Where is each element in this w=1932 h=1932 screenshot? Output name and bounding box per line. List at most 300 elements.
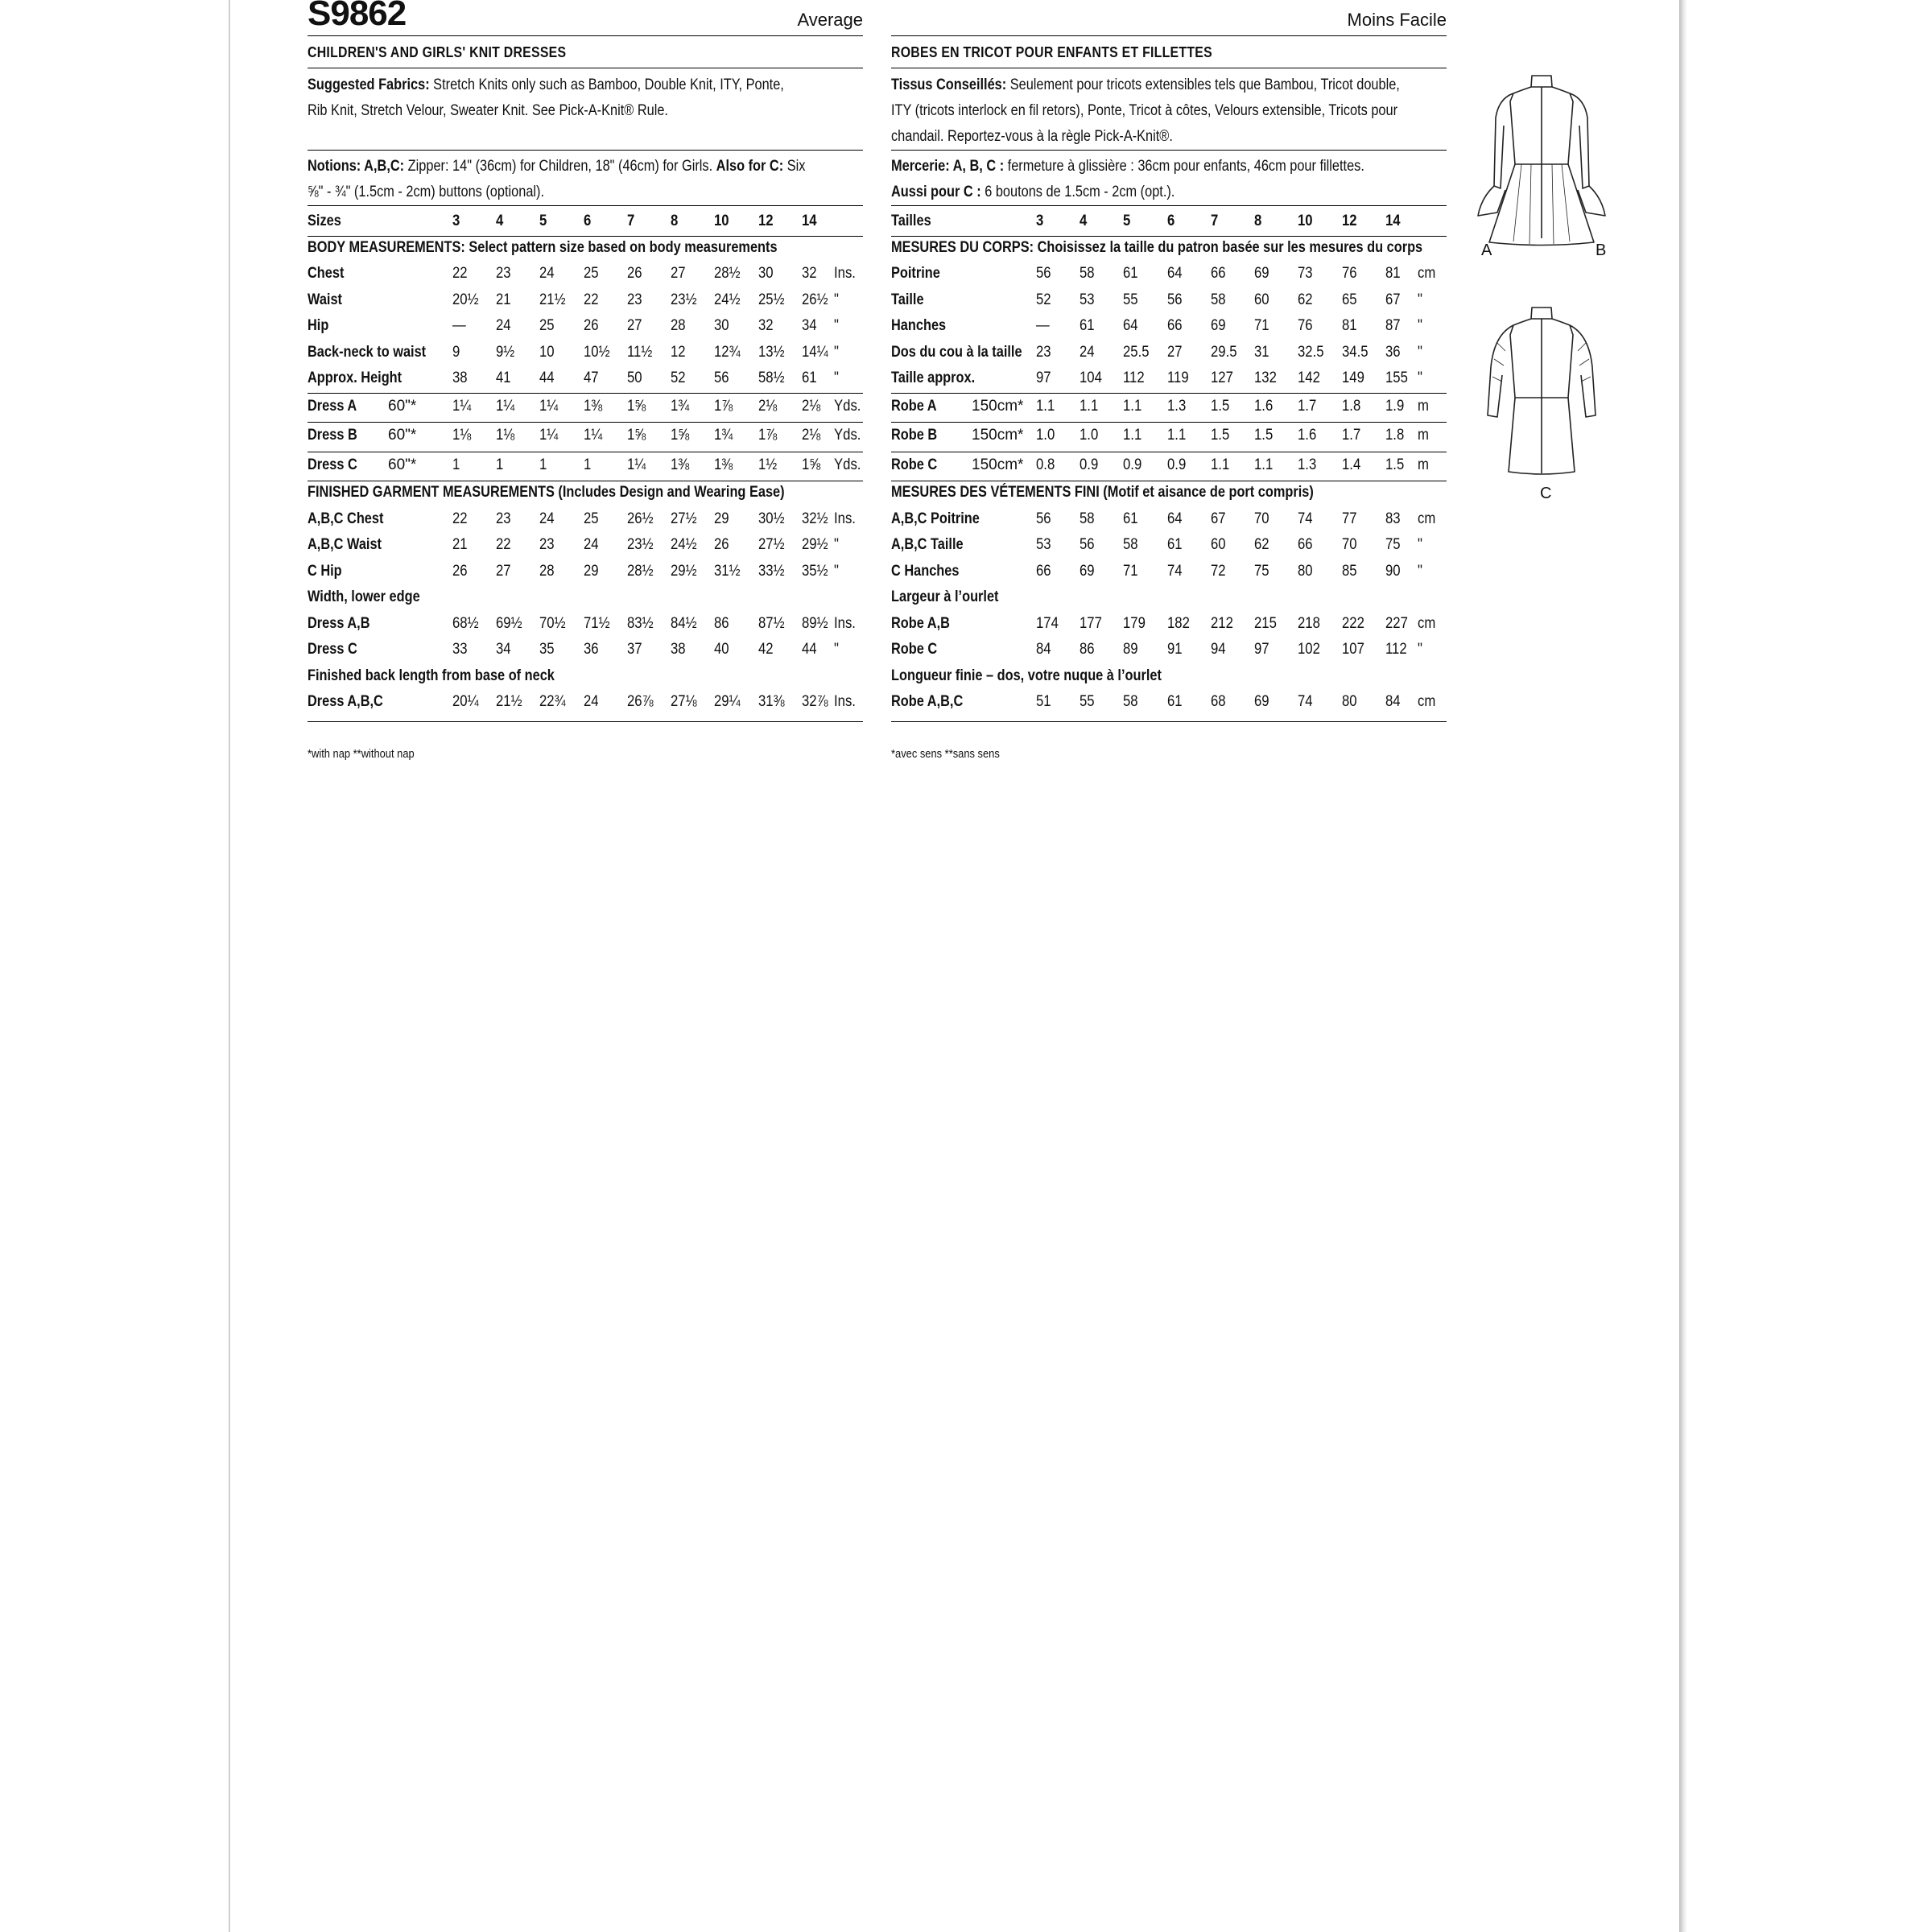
cell-value: 84 <box>1385 693 1401 710</box>
cell-value: 24½ <box>671 536 697 553</box>
cell-value: 0.8 <box>1036 456 1055 473</box>
cell-value: 61 <box>1167 536 1183 553</box>
unit-label: m <box>1418 427 1429 444</box>
cell-value: 26⅞ <box>627 693 654 710</box>
cell-value: 26 <box>627 265 642 282</box>
cell-value: 1½ <box>758 456 778 473</box>
table-heading: Largeur à l’ourlet <box>891 588 999 605</box>
size-header: 6 <box>584 213 592 229</box>
cell-value: 56 <box>1080 536 1095 553</box>
cell-value: 0.9 <box>1080 456 1099 473</box>
cell-value: 12 <box>671 343 686 361</box>
cell-value: 71 <box>1254 317 1269 334</box>
finished-measurement-row <box>891 533 1447 557</box>
unit-label: Ins. <box>834 693 856 710</box>
cell-value: 76 <box>1298 317 1313 334</box>
cell-value: 2⅛ <box>802 397 821 415</box>
cell-value: 25 <box>584 265 599 282</box>
unit-label: cm <box>1418 693 1436 710</box>
cell-value: 1¼ <box>584 427 603 444</box>
cell-value: 1⅜ <box>671 456 690 473</box>
unit-label: m <box>1418 397 1429 415</box>
cell-value: 132 <box>1254 369 1277 386</box>
cell-value: 29½ <box>802 536 828 553</box>
row-label: Dress C <box>308 456 357 473</box>
cell-value: 35 <box>539 641 555 658</box>
row-label: Robe C <box>891 641 938 658</box>
row-label: Taille approx. <box>891 369 976 386</box>
divider <box>891 35 1447 36</box>
size-header: 10 <box>714 213 729 229</box>
row-label: Waist <box>308 291 342 308</box>
cell-value: 97 <box>1254 641 1269 658</box>
unit-label: " <box>834 641 839 658</box>
cell-value: 44 <box>539 369 555 386</box>
cell-value: 24 <box>584 536 599 553</box>
cell-value: 32 <box>802 265 817 282</box>
cell-value: 75 <box>1254 562 1269 580</box>
cell-value: 21½ <box>496 693 522 710</box>
cell-value: 60 <box>1254 291 1269 308</box>
cell-value: 31½ <box>714 562 741 580</box>
notions-text: Zipper: 14" (36cm) for Children, 18" (46cm) for Girls. <box>407 158 713 175</box>
cell-value: 62 <box>1254 536 1269 553</box>
divider <box>308 205 863 206</box>
length-row <box>308 690 863 714</box>
cell-value: 26½ <box>627 510 654 527</box>
fabrics-text: chandail. Reportez-vous à la règle Pick-A-Knit®. <box>891 128 1173 145</box>
cell-value: 26½ <box>802 291 828 308</box>
sizes-row <box>308 209 863 233</box>
cell-value: 60 <box>1211 536 1226 553</box>
row-label: Dress C <box>308 641 357 658</box>
cell-value: 47 <box>584 369 599 386</box>
cell-value: 58 <box>1123 536 1138 553</box>
size-header: 10 <box>1298 213 1313 229</box>
cell-value: 86 <box>714 614 729 632</box>
cell-value: 1⅜ <box>714 456 733 473</box>
cell-value: 10 <box>539 343 555 361</box>
cell-value: 22¾ <box>539 693 566 710</box>
cell-value: 127 <box>1211 369 1233 386</box>
cell-value: 58 <box>1080 265 1095 282</box>
cell-value: 80 <box>1342 693 1357 710</box>
finished-measurement-row <box>891 559 1447 584</box>
cell-value: 69 <box>1211 317 1226 334</box>
cell-value: 182 <box>1167 614 1190 632</box>
cell-value: 50 <box>627 369 642 386</box>
cell-value: 25.5 <box>1123 343 1150 361</box>
cell-value: 33½ <box>758 562 785 580</box>
cell-value: 69 <box>1254 693 1269 710</box>
cell-value: 81 <box>1385 265 1401 282</box>
cell-value: 23 <box>539 536 555 553</box>
unit-label: Ins. <box>834 510 856 527</box>
cell-value: 29½ <box>671 562 697 580</box>
size-header: 8 <box>671 213 679 229</box>
row-label: A,B,C Waist <box>308 536 382 553</box>
cell-value: 31 <box>1254 343 1269 361</box>
cell-value: 76 <box>1342 265 1357 282</box>
cell-value: 2⅛ <box>758 397 778 415</box>
row-label: Back-neck to waist <box>308 343 427 361</box>
cell-value: 149 <box>1342 369 1364 386</box>
cell-value: 24 <box>539 510 555 527</box>
cell-value: 1⅞ <box>758 427 778 444</box>
cell-value: 35½ <box>802 562 828 580</box>
body-measurement-row <box>891 366 1447 390</box>
cell-value: 87½ <box>758 614 785 632</box>
cell-value: 28½ <box>714 265 741 282</box>
cell-value: 27⅛ <box>671 693 697 710</box>
sizes-label: Sizes <box>308 213 341 229</box>
unit-label: " <box>1418 369 1422 386</box>
cell-value: — <box>1036 317 1050 334</box>
cell-value: 37 <box>627 641 642 658</box>
cell-value: 0.9 <box>1123 456 1142 473</box>
fabric-width: 150cm* <box>972 427 1024 444</box>
size-header: 12 <box>1342 213 1357 229</box>
row-label: Robe A,B <box>891 614 950 632</box>
cell-value: 1¾ <box>714 427 733 444</box>
cell-value: 1¾ <box>671 397 690 415</box>
notions-label: Mercerie: A, B, C : <box>891 158 1005 175</box>
cell-value: 38 <box>452 369 468 386</box>
size-header: 4 <box>1080 213 1088 229</box>
cell-value: 40 <box>714 641 729 658</box>
cell-value: 26 <box>714 536 729 553</box>
width-row <box>308 638 863 662</box>
cell-value: 1.4 <box>1342 456 1361 473</box>
cell-value: 1.7 <box>1342 427 1361 444</box>
footnote: *avec sens **sans sens <box>891 747 1000 761</box>
cell-value: 87 <box>1385 317 1401 334</box>
fabrics-label: Suggested Fabrics: <box>308 76 430 93</box>
cell-value: 61 <box>802 369 817 386</box>
cell-value: 94 <box>1211 641 1226 658</box>
unit-label: Yds. <box>834 397 861 415</box>
cell-value: 174 <box>1036 614 1059 632</box>
cell-value: 69 <box>1254 265 1269 282</box>
cell-value: 53 <box>1080 291 1095 308</box>
cell-value: 0.9 <box>1167 456 1187 473</box>
cell-value: 56 <box>714 369 729 386</box>
row-label: Dress B <box>308 427 357 444</box>
size-header: 14 <box>1385 213 1401 229</box>
cell-value: 25½ <box>758 291 785 308</box>
row-label: Dress A,B,C <box>308 693 383 710</box>
cell-value: 65 <box>1342 291 1357 308</box>
cell-value: 62 <box>1298 291 1313 308</box>
cell-value: 32⅞ <box>802 693 828 710</box>
yardage-row <box>891 423 1447 448</box>
cell-value: 33 <box>452 641 468 658</box>
cell-value: 34.5 <box>1342 343 1368 361</box>
cell-value: 1.5 <box>1211 427 1230 444</box>
cell-value: 58 <box>1080 510 1095 527</box>
cell-value: 81 <box>1342 317 1357 334</box>
cell-value: 70½ <box>539 614 566 632</box>
table-heading: Longueur finie – dos, votre nuque à l’ourlet <box>891 667 1162 684</box>
fabric-width: 150cm* <box>972 456 1024 473</box>
sizes-label: Tailles <box>891 213 931 229</box>
notions-paragraph <box>308 154 863 205</box>
cell-value: 1.1 <box>1123 427 1142 444</box>
cell-value: 1⅝ <box>627 397 646 415</box>
cell-value: 23 <box>496 265 511 282</box>
cell-value: 44 <box>802 641 817 658</box>
cell-value: 9½ <box>496 343 515 361</box>
fabric-width: 60"* <box>388 456 417 473</box>
cell-value: 1¼ <box>539 397 559 415</box>
cell-value: 31⅜ <box>758 693 785 710</box>
cell-value: 1⅞ <box>714 397 733 415</box>
cell-value: 218 <box>1298 614 1320 632</box>
divider <box>308 721 863 722</box>
unit-label: " <box>834 562 839 580</box>
cell-value: 42 <box>758 641 774 658</box>
cell-value: 90 <box>1385 562 1401 580</box>
cell-value: 1.1 <box>1167 427 1187 444</box>
sizes-row <box>891 209 1447 233</box>
cell-value: 84 <box>1036 641 1051 658</box>
cell-value: 222 <box>1342 614 1364 632</box>
dress-c-back-sketch <box>1473 303 1610 488</box>
fabrics-paragraph <box>891 72 1447 150</box>
unit-label: " <box>1418 536 1422 553</box>
size-header: 12 <box>758 213 774 229</box>
size-header: 7 <box>1211 213 1219 229</box>
unit-label: cm <box>1418 614 1436 632</box>
cell-value: 1.0 <box>1036 427 1055 444</box>
cell-value: 1⅛ <box>452 427 472 444</box>
cell-value: 74 <box>1298 510 1313 527</box>
body-measurement-row <box>891 341 1447 365</box>
cell-value: 29¼ <box>714 693 741 710</box>
cell-value: 80 <box>1298 562 1313 580</box>
divider <box>308 150 863 151</box>
length-row <box>891 690 1447 714</box>
cell-value: 1⅜ <box>584 397 603 415</box>
finished-measurement-row <box>308 559 863 584</box>
width-row <box>891 638 1447 662</box>
table-heading: BODY MEASUREMENTS: Select pattern size based on body measurements <box>308 238 778 256</box>
cell-value: 107 <box>1342 641 1364 658</box>
cell-value: 1 <box>584 456 592 473</box>
cell-value: 58 <box>1211 291 1226 308</box>
fabric-width: 60"* <box>388 397 417 415</box>
section-title: CHILDREN'S AND GIRLS' KNIT DRESSES <box>308 44 567 60</box>
view-label-a: A <box>1481 242 1492 259</box>
cell-value: 74 <box>1167 562 1183 580</box>
cell-value: 1¼ <box>496 397 515 415</box>
notions-also-label: Aussi pour C : <box>891 184 981 200</box>
cell-value: 55 <box>1080 693 1095 710</box>
row-label: A,B,C Poitrine <box>891 510 980 527</box>
notions-also-text: 6 boutons de 1.5cm - 2cm (opt.). <box>985 184 1175 200</box>
cell-value: 1 <box>452 456 460 473</box>
cell-value: 179 <box>1123 614 1146 632</box>
divider <box>308 422 863 423</box>
cell-value: 56 <box>1167 291 1183 308</box>
body-measurement-row <box>308 341 863 365</box>
cell-value: 30 <box>714 317 729 334</box>
unit-label: " <box>1418 641 1422 658</box>
yardage-row <box>308 423 863 448</box>
unit-label: cm <box>1418 265 1436 282</box>
divider <box>891 205 1447 206</box>
cell-value: 28 <box>539 562 555 580</box>
cell-value: 1.1 <box>1123 397 1142 415</box>
cell-value: 61 <box>1080 317 1095 334</box>
cell-value: 52 <box>1036 291 1051 308</box>
unit-label: " <box>834 536 839 553</box>
cell-value: 67 <box>1385 291 1401 308</box>
difficulty-label: Moins Facile <box>1347 10 1447 30</box>
cell-value: 61 <box>1123 265 1138 282</box>
cell-value: 67 <box>1211 510 1226 527</box>
cell-value: 69½ <box>496 614 522 632</box>
cell-value: 1.7 <box>1298 397 1317 415</box>
row-label: Robe C <box>891 456 938 473</box>
cell-value: 85 <box>1342 562 1357 580</box>
fabrics-label: Tissus Conseillés: <box>891 76 1007 93</box>
cell-value: 64 <box>1167 510 1183 527</box>
cell-value: 86 <box>1080 641 1095 658</box>
fabrics-text: Stretch Knits only such as Bamboo, Double Knit, ITY, Ponte, <box>433 76 784 93</box>
size-header: 4 <box>496 213 504 229</box>
unit-label: " <box>1418 291 1422 308</box>
cell-value: 73 <box>1298 265 1313 282</box>
row-label: A,B,C Taille <box>891 536 964 553</box>
cell-value: 77 <box>1342 510 1357 527</box>
unit-label: Yds. <box>834 456 861 473</box>
row-label: Dos du cou à la taille <box>891 343 1022 361</box>
cell-value: 104 <box>1080 369 1102 386</box>
notions-text: fermeture à glissière : 36cm pour enfants, 46cm pour fillettes. <box>1007 158 1364 175</box>
cell-value: 32 <box>758 317 774 334</box>
cell-value: 1⅝ <box>627 427 646 444</box>
cell-value: 56 <box>1036 265 1051 282</box>
size-header: 3 <box>1036 213 1044 229</box>
unit-label: " <box>1418 343 1422 361</box>
cell-value: 38 <box>671 641 686 658</box>
size-header: 5 <box>539 213 547 229</box>
cell-value: 1.3 <box>1298 456 1317 473</box>
cell-value: 55 <box>1123 291 1138 308</box>
yardage-row <box>891 394 1447 419</box>
cell-value: 2⅛ <box>802 427 821 444</box>
body-measurement-row <box>308 288 863 312</box>
cell-value: 24 <box>584 693 599 710</box>
cell-value: 1 <box>539 456 547 473</box>
size-header: 6 <box>1167 213 1175 229</box>
cell-value: 70 <box>1254 510 1269 527</box>
size-header: 14 <box>802 213 817 229</box>
cell-value: 1.5 <box>1254 427 1274 444</box>
cell-value: 27 <box>496 562 511 580</box>
section-title: ROBES EN TRICOT POUR ENFANTS ET FILLETTES <box>891 44 1212 60</box>
cell-value: 29 <box>714 510 729 527</box>
row-label: Hanches <box>891 317 947 334</box>
row-label: Hip <box>308 317 329 334</box>
cell-value: 29.5 <box>1211 343 1237 361</box>
cell-value: 21 <box>496 291 511 308</box>
unit-label: Ins. <box>834 265 856 282</box>
cell-value: 24 <box>496 317 511 334</box>
cell-value: 97 <box>1036 369 1051 386</box>
cell-value: 26 <box>584 317 599 334</box>
cell-value: 1¼ <box>452 397 472 415</box>
notions-paragraph <box>891 154 1447 205</box>
unit-label: " <box>1418 562 1422 580</box>
divider <box>891 393 1447 394</box>
cell-value: 66 <box>1298 536 1313 553</box>
cell-value: 1.6 <box>1298 427 1317 444</box>
cell-value: 70 <box>1342 536 1357 553</box>
cell-value: 30 <box>758 265 774 282</box>
cell-value: 64 <box>1123 317 1138 334</box>
cell-value: 34 <box>802 317 817 334</box>
fabric-width: 150cm* <box>972 397 1024 415</box>
cell-value: 66 <box>1167 317 1183 334</box>
cell-value: 1⅝ <box>671 427 690 444</box>
row-label: Robe A <box>891 397 937 415</box>
row-label: Taille <box>891 291 924 308</box>
cell-value: 22 <box>452 265 468 282</box>
cell-value: 23½ <box>627 536 654 553</box>
cell-value: 212 <box>1211 614 1233 632</box>
cell-value: 58 <box>1123 693 1138 710</box>
cell-value: 71½ <box>584 614 610 632</box>
body-measurement-row <box>308 262 863 286</box>
cell-value: 89½ <box>802 614 828 632</box>
cell-value: 22 <box>584 291 599 308</box>
fabrics-paragraph <box>308 72 863 124</box>
unit-label: " <box>834 343 839 361</box>
divider <box>891 721 1447 722</box>
cell-value: 36 <box>584 641 599 658</box>
cell-value: 119 <box>1167 369 1189 386</box>
page-edge-left <box>229 0 230 1932</box>
width-row <box>891 612 1447 636</box>
cell-value: 23 <box>627 291 642 308</box>
cell-value: 1⅝ <box>802 456 821 473</box>
divider <box>891 150 1447 151</box>
row-label: C Hip <box>308 562 342 580</box>
cell-value: 1.1 <box>1036 397 1055 415</box>
cell-value: 26 <box>452 562 468 580</box>
cell-value: 30½ <box>758 510 785 527</box>
table-heading: Width, lower edge <box>308 588 420 605</box>
size-header: 3 <box>452 213 460 229</box>
cell-value: 27 <box>1167 343 1183 361</box>
cell-value: 13½ <box>758 343 785 361</box>
dress-ab-back-sketch <box>1465 69 1618 254</box>
cell-value: 36 <box>1385 343 1401 361</box>
cell-value: 1.1 <box>1080 397 1099 415</box>
cell-value: 24 <box>539 265 555 282</box>
body-measurement-row <box>891 262 1447 286</box>
cell-value: 69 <box>1080 562 1095 580</box>
fabrics-text: Seulement pour tricots extensibles tels que Bambou, Tricot double, <box>1009 76 1400 93</box>
table-heading: MESURES DES VÉTEMENTS FINI (Motif et aisance de port compris) <box>891 484 1314 501</box>
cell-value: 51 <box>1036 693 1051 710</box>
cell-value: 1¼ <box>627 456 646 473</box>
cell-value: 61 <box>1123 510 1138 527</box>
view-label-c: C <box>1540 485 1552 502</box>
cell-value: 1.8 <box>1342 397 1361 415</box>
